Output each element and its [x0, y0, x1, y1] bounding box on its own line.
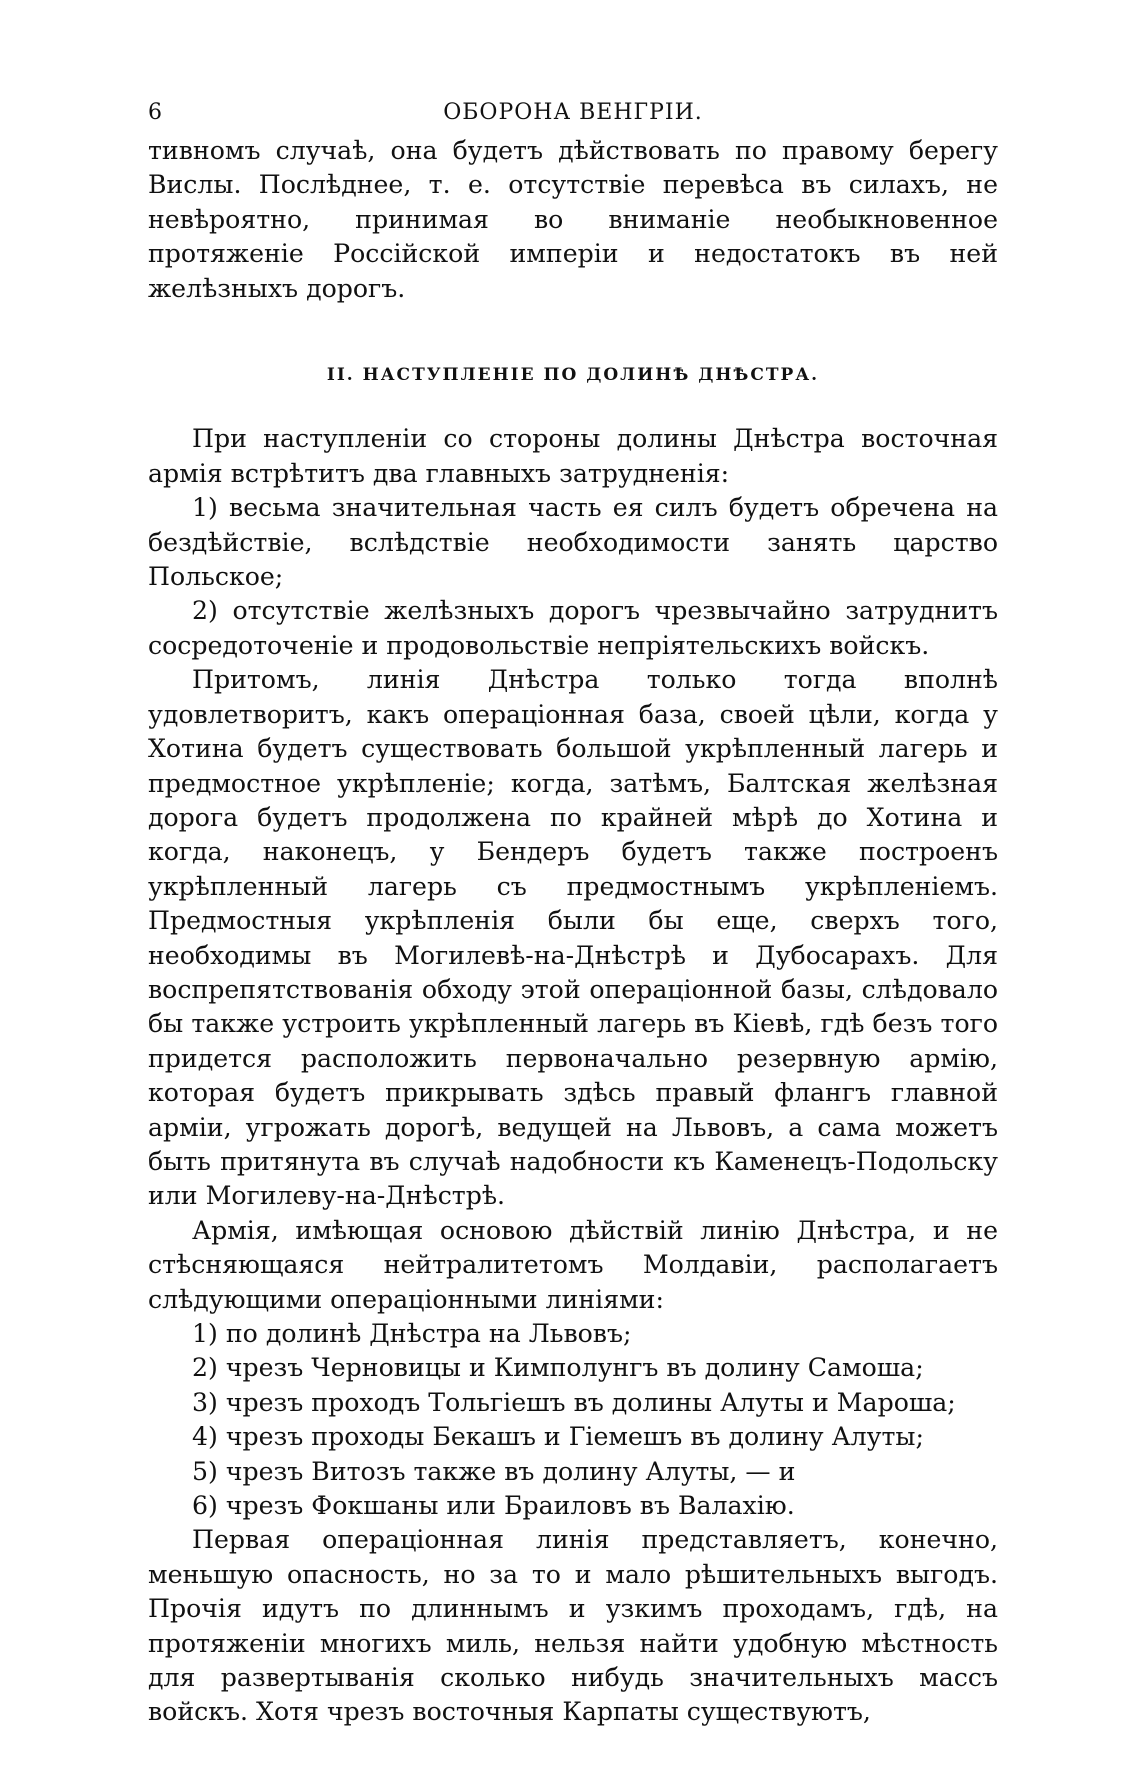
section-title: II. НАСТУПЛЕНІЕ ПО ДОЛИНѢ ДНѢСТРА. [326, 365, 820, 386]
difficulty-item-2: 2) отсутствіе желѣзныхъ дорогъ чрезвычайно затруднитъ сосредоточеніе и продовольствіе непріятельскихъ войскъ. [148, 596, 998, 660]
page-number: 6 [148, 100, 163, 125]
operational-line-5: 5) чрезъ Витозъ также въ долину Алуты, — и [192, 1456, 796, 1486]
body-text [148, 134, 998, 1730]
operational-line-4: 4) чрезъ проходы Бекашъ и Гіемешъ въ долину Алуты; [192, 1422, 924, 1452]
difficulty-item-1: 1) весьма значительная часть ея силъ будетъ обречена на бездѣйствіе, вслѣдствіе необходимости занять царство Польское; [148, 493, 998, 592]
operational-line-6: 6) чрезъ Фокшаны или Браиловъ въ Валахію. [192, 1491, 795, 1521]
opening-paragraph: тивномъ случаѣ, она будетъ дѣйствовать по правому берегу Вислы. Послѣднее, т. е. отсутствіе перевѣса въ силахъ, не невѣроятно, принимая во вниманіе необыкновенное протяженіе Россійской имперіи и недостатокъ въ ней желѣзныхъ дорогъ. [148, 136, 998, 303]
operational-line-2: 2) чрезъ Черновицы и Кимполунгъ въ долину Самоша; [192, 1353, 924, 1383]
running-head [148, 100, 998, 134]
paragraph-armiya: Армія, имѣющая основою дѣйствій линію Днѣстра, и не стѣсняющаяся нейтралитетомъ Молдавіи, располагаетъ слѣдующими операціонными линіями: [148, 1215, 998, 1314]
section-intro-paragraph: При наступленіи со стороны долины Днѣстра восточная армія встрѣтитъ два главныхъ затрудненія: [148, 424, 998, 488]
book-page [148, 100, 998, 1730]
paragraph-pritom: Притомъ, линія Днѣстра только тогда вполнѣ удовлетворитъ, какъ операціонная база, своей цѣли, когда у Хотина будетъ существовать большой укрѣпленный лагерь и предмостное укрѣпленіе; когда, затѣмъ, Балтская желѣзная дорога будетъ продолжена по крайней мѣрѣ до Хотина и когда, наконецъ, у Бендеръ будетъ также построенъ укрѣпленный лагерь съ предмостнымъ укрѣпленіемъ. Предмостныя укрѣпленія были бы еще, сверхъ того, необходимы въ Могилевѣ-на-Днѣстрѣ и Дубосарахъ. Для воспрепятствованія обходу этой операціонной базы, слѣдовало бы также устроить укрѣпленный лагерь въ Кіевѣ, гдѣ безъ того придется расположить первоначально резервную армію, которая будетъ прикрывать здѣсь правый флангъ главной арміи, угрожать дорогѣ, ведущей на Львовъ, а сама можетъ быть притянута въ случаѣ надобности къ Каменецъ-Подольску или Могилеву-на-Днѣстрѣ. [148, 665, 998, 1211]
running-title: ОБОРОНА ВЕНГРІИ. [443, 100, 703, 125]
operational-line-1: 1) по долинѣ Днѣстра на Львовъ; [192, 1319, 632, 1348]
paragraph-pervaya: Первая операціонная линія представляетъ, конечно, меньшую опасность, но за то и мало рѣшительныхъ выгодъ. Прочія идутъ по длиннымъ и узкимъ проходамъ, гдѣ, на протяженіи многихъ миль, нельзя найти удобную мѣстность для развертыванія сколько нибудь значительныхъ массъ войскъ. Хотя чрезъ восточныя Карпаты существуютъ, [148, 1525, 998, 1727]
operational-line-3: 3) чрезъ проходъ Тольгіешъ въ долины Алуты и Мароша; [192, 1387, 956, 1417]
